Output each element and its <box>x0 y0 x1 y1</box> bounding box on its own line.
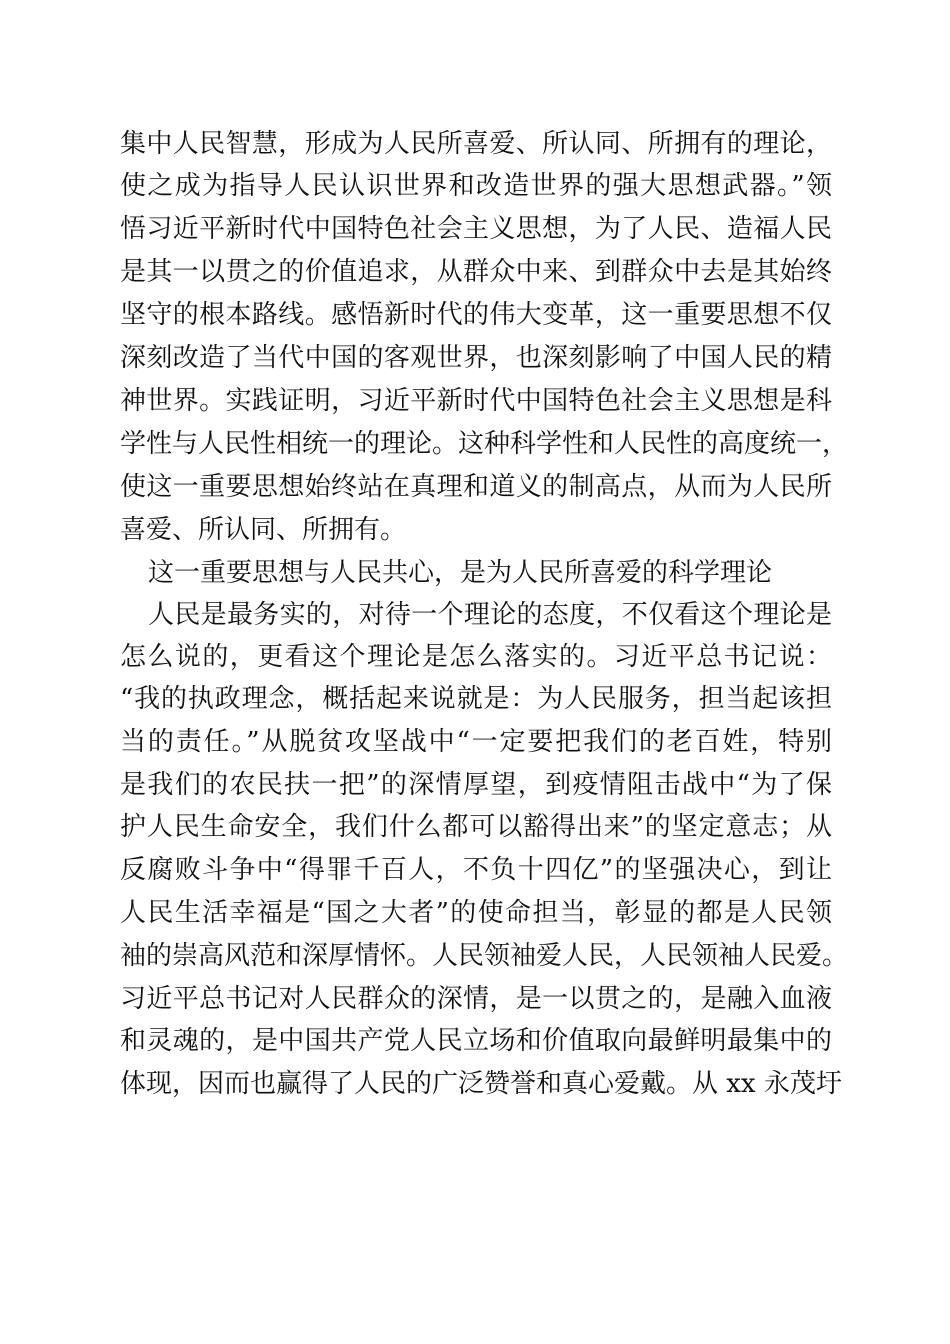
text-line: 喜爱、所认同、所拥有。 <box>120 515 407 545</box>
text-line: 护人民生命安全，我们什么都可以豁得出来”的坚定意志；从 <box>120 812 832 842</box>
text-line: 使这一重要思想始终站在真理和道义的制高点，从而为人民所 <box>120 472 832 502</box>
text-line: 集中人民智慧，形成为人民所喜爱、所认同、所拥有的理论， <box>120 129 832 159</box>
text-line: 悟习近平新时代中国特色社会主义思想，为了人民、造福人民 <box>120 214 832 244</box>
text-line: 人民生活幸福是“国之大者”的使命担当，彰显的都是人民领 <box>120 898 832 928</box>
text-line: 使之成为指导人民认识世界和改造世界的强大思想武器。”领 <box>120 171 832 201</box>
text-line: 体现，因而也赢得了人民的广泛赞誉和真心爱戴。从 xx 永茂圩 <box>120 1069 842 1099</box>
text-line: 坚守的根本路线。感悟新时代的伟大变革，这一重要思想不仅 <box>120 300 832 330</box>
section-heading: 这一重要思想与人民共心，是为人民所喜爱的科学理论 <box>148 558 773 588</box>
text-line: 学性与人民性相统一的理论。这种科学性和人民性的高度统一， <box>120 429 849 459</box>
text-line: 神世界。实践证明，习近平新时代中国特色社会主义思想是科 <box>120 386 832 416</box>
text-line: 和灵魂的，是中国共产党人民立场和价值取向最鲜明最集中的 <box>120 1026 832 1056</box>
text-line: 是其一以贯之的价值追求，从群众中来、到群众中去是其始终 <box>120 257 832 287</box>
text-line: 是我们的农民扶一把”的深情厚望，到疫情阻击战中“为了保 <box>120 770 832 800</box>
text-line: 深刻改造了当代中国的客观世界，也深刻影响了中国人民的精 <box>120 343 832 373</box>
text-line: “我的执政理念，概括起来说就是：为人民服务，担当起该担 <box>120 684 832 714</box>
text-line: 当的责任。”从脱贫攻坚战中“一定要把我们的老百姓，特别 <box>120 727 832 757</box>
text-line: 人民是最务实的，对待一个理论的态度，不仅看这个理论是 <box>148 600 832 630</box>
text-line: 怎么说的，更看这个理论是怎么落实的。习近平总书记说： <box>120 642 832 672</box>
text-line: 反腐败斗争中“得罪千百人，不负十四亿”的坚强决心，到让 <box>120 855 832 885</box>
text-line: 习近平总书记对人民群众的深情，是一以贯之的，是融入血液 <box>120 984 832 1014</box>
text-line: 袖的崇高风范和深厚情怀。人民领袖爱人民，人民领袖人民爱。 <box>120 941 849 971</box>
